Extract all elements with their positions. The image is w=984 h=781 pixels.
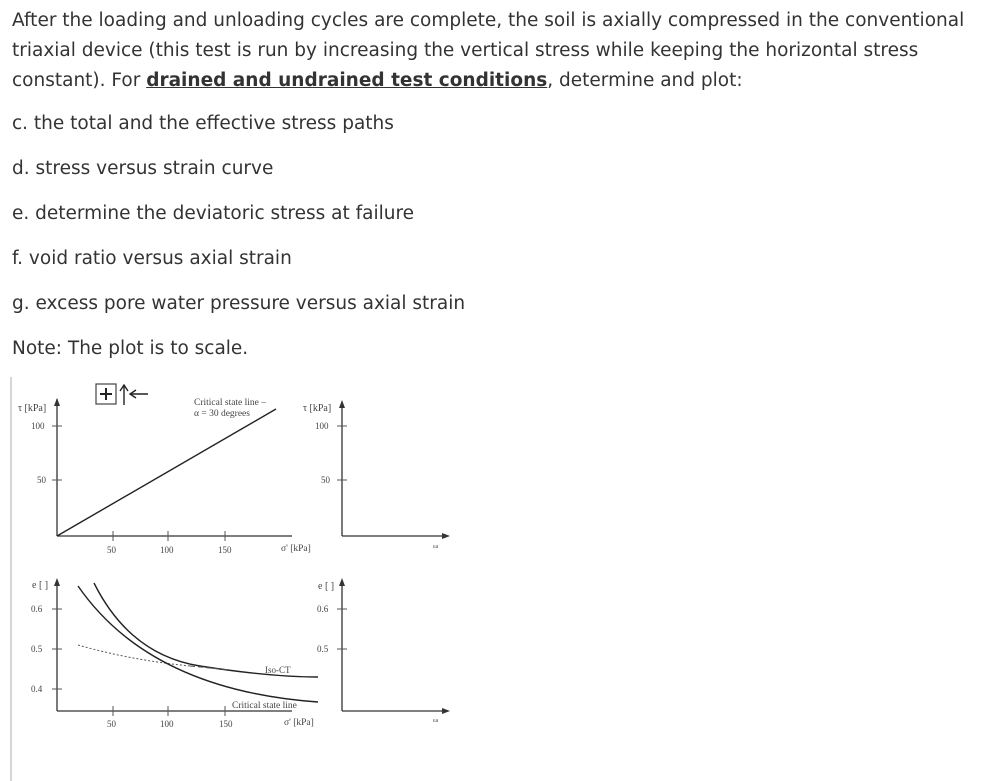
stress-path-plot xyxy=(18,398,311,555)
void-ratio-stress-plot xyxy=(31,578,318,729)
note-text: Note: The plot is to scale. xyxy=(12,338,249,359)
bl-xtick-50: 50 xyxy=(107,719,116,729)
question-item-e: e. determine the deviatoric stress at failure xyxy=(12,203,415,224)
tr-ytick-100: 100 xyxy=(315,421,329,431)
bl-ytick-0.5: 0.5 xyxy=(31,644,43,654)
bl-x-label: σ' [kPa] xyxy=(284,718,314,728)
tr-x-label: εa xyxy=(433,544,439,550)
critical-state-line-e xyxy=(78,586,318,702)
br-x-label: εa xyxy=(433,718,439,724)
br-ytick-0.5: 0.5 xyxy=(317,644,329,654)
csl-dashed-extension-2 xyxy=(190,666,230,670)
tr-y-label: τ [kPa] xyxy=(303,403,332,414)
tr-y-arrow xyxy=(339,400,345,408)
tl-xtick-50: 50 xyxy=(107,545,116,555)
drained-undrained-emphasis: drained and undrained test conditions xyxy=(146,70,548,91)
iso-ct-label: Iso-CT xyxy=(265,665,291,675)
question-intro: After the loading and unloading cycles are complete, the soil is axially compressed in the conventional triaxial device (this test is run by increasing the vertical stress while keeping the horizontal stress constant). For drained and undrained test conditions, determine and plot: xyxy=(12,10,965,91)
figure-canvas xyxy=(0,375,984,781)
question-item-f: f. void ratio versus axial strain xyxy=(12,248,292,269)
br-y-label: e [ ] xyxy=(318,581,335,592)
stress-strain-plot xyxy=(303,400,450,550)
bl-xtick-100: 100 xyxy=(160,719,174,729)
br-x-arrow xyxy=(442,708,450,714)
bl-y-arrow xyxy=(54,578,60,586)
question-item-d: d. stress versus strain curve xyxy=(12,158,274,179)
bl-xtick-150: 150 xyxy=(219,719,233,729)
csl-e-label: Critical state line xyxy=(232,701,297,711)
csl-label-line1: Critical state line – xyxy=(194,398,267,408)
critical-state-line xyxy=(57,409,276,536)
question-item-g: g. excess pore water pressure versus axial strain xyxy=(12,293,466,314)
tl-y-arrow xyxy=(54,398,60,406)
csl-label-line2: α = 30 degrees xyxy=(194,409,250,419)
br-y-arrow xyxy=(339,578,345,586)
bl-ytick-0.4: 0.4 xyxy=(31,684,43,694)
void-ratio-strain-plot xyxy=(317,578,450,724)
tl-y-label: τ [kPa] xyxy=(18,403,47,414)
soil-mechanics-figure xyxy=(0,375,984,781)
tl-xtick-100: 100 xyxy=(160,545,174,555)
tl-xtick-150: 150 xyxy=(218,545,232,555)
tr-x-arrow xyxy=(442,533,450,539)
br-ytick-0.6: 0.6 xyxy=(317,604,329,614)
tr-ytick-50: 50 xyxy=(321,475,330,485)
resize-arrow-icon[interactable] xyxy=(120,385,148,405)
csl-dashed-extension xyxy=(78,645,190,666)
bl-y-label: e [ ] xyxy=(32,580,49,591)
tl-x-label: σ' [kPa] xyxy=(281,544,311,554)
iso-ct-line xyxy=(94,583,318,677)
tl-ytick-100: 100 xyxy=(31,421,45,431)
bl-ytick-0.6: 0.6 xyxy=(31,604,43,614)
tl-ytick-50: 50 xyxy=(37,475,46,485)
move-icon[interactable] xyxy=(96,384,116,404)
question-item-c: c. the total and the effective stress paths xyxy=(12,113,394,134)
